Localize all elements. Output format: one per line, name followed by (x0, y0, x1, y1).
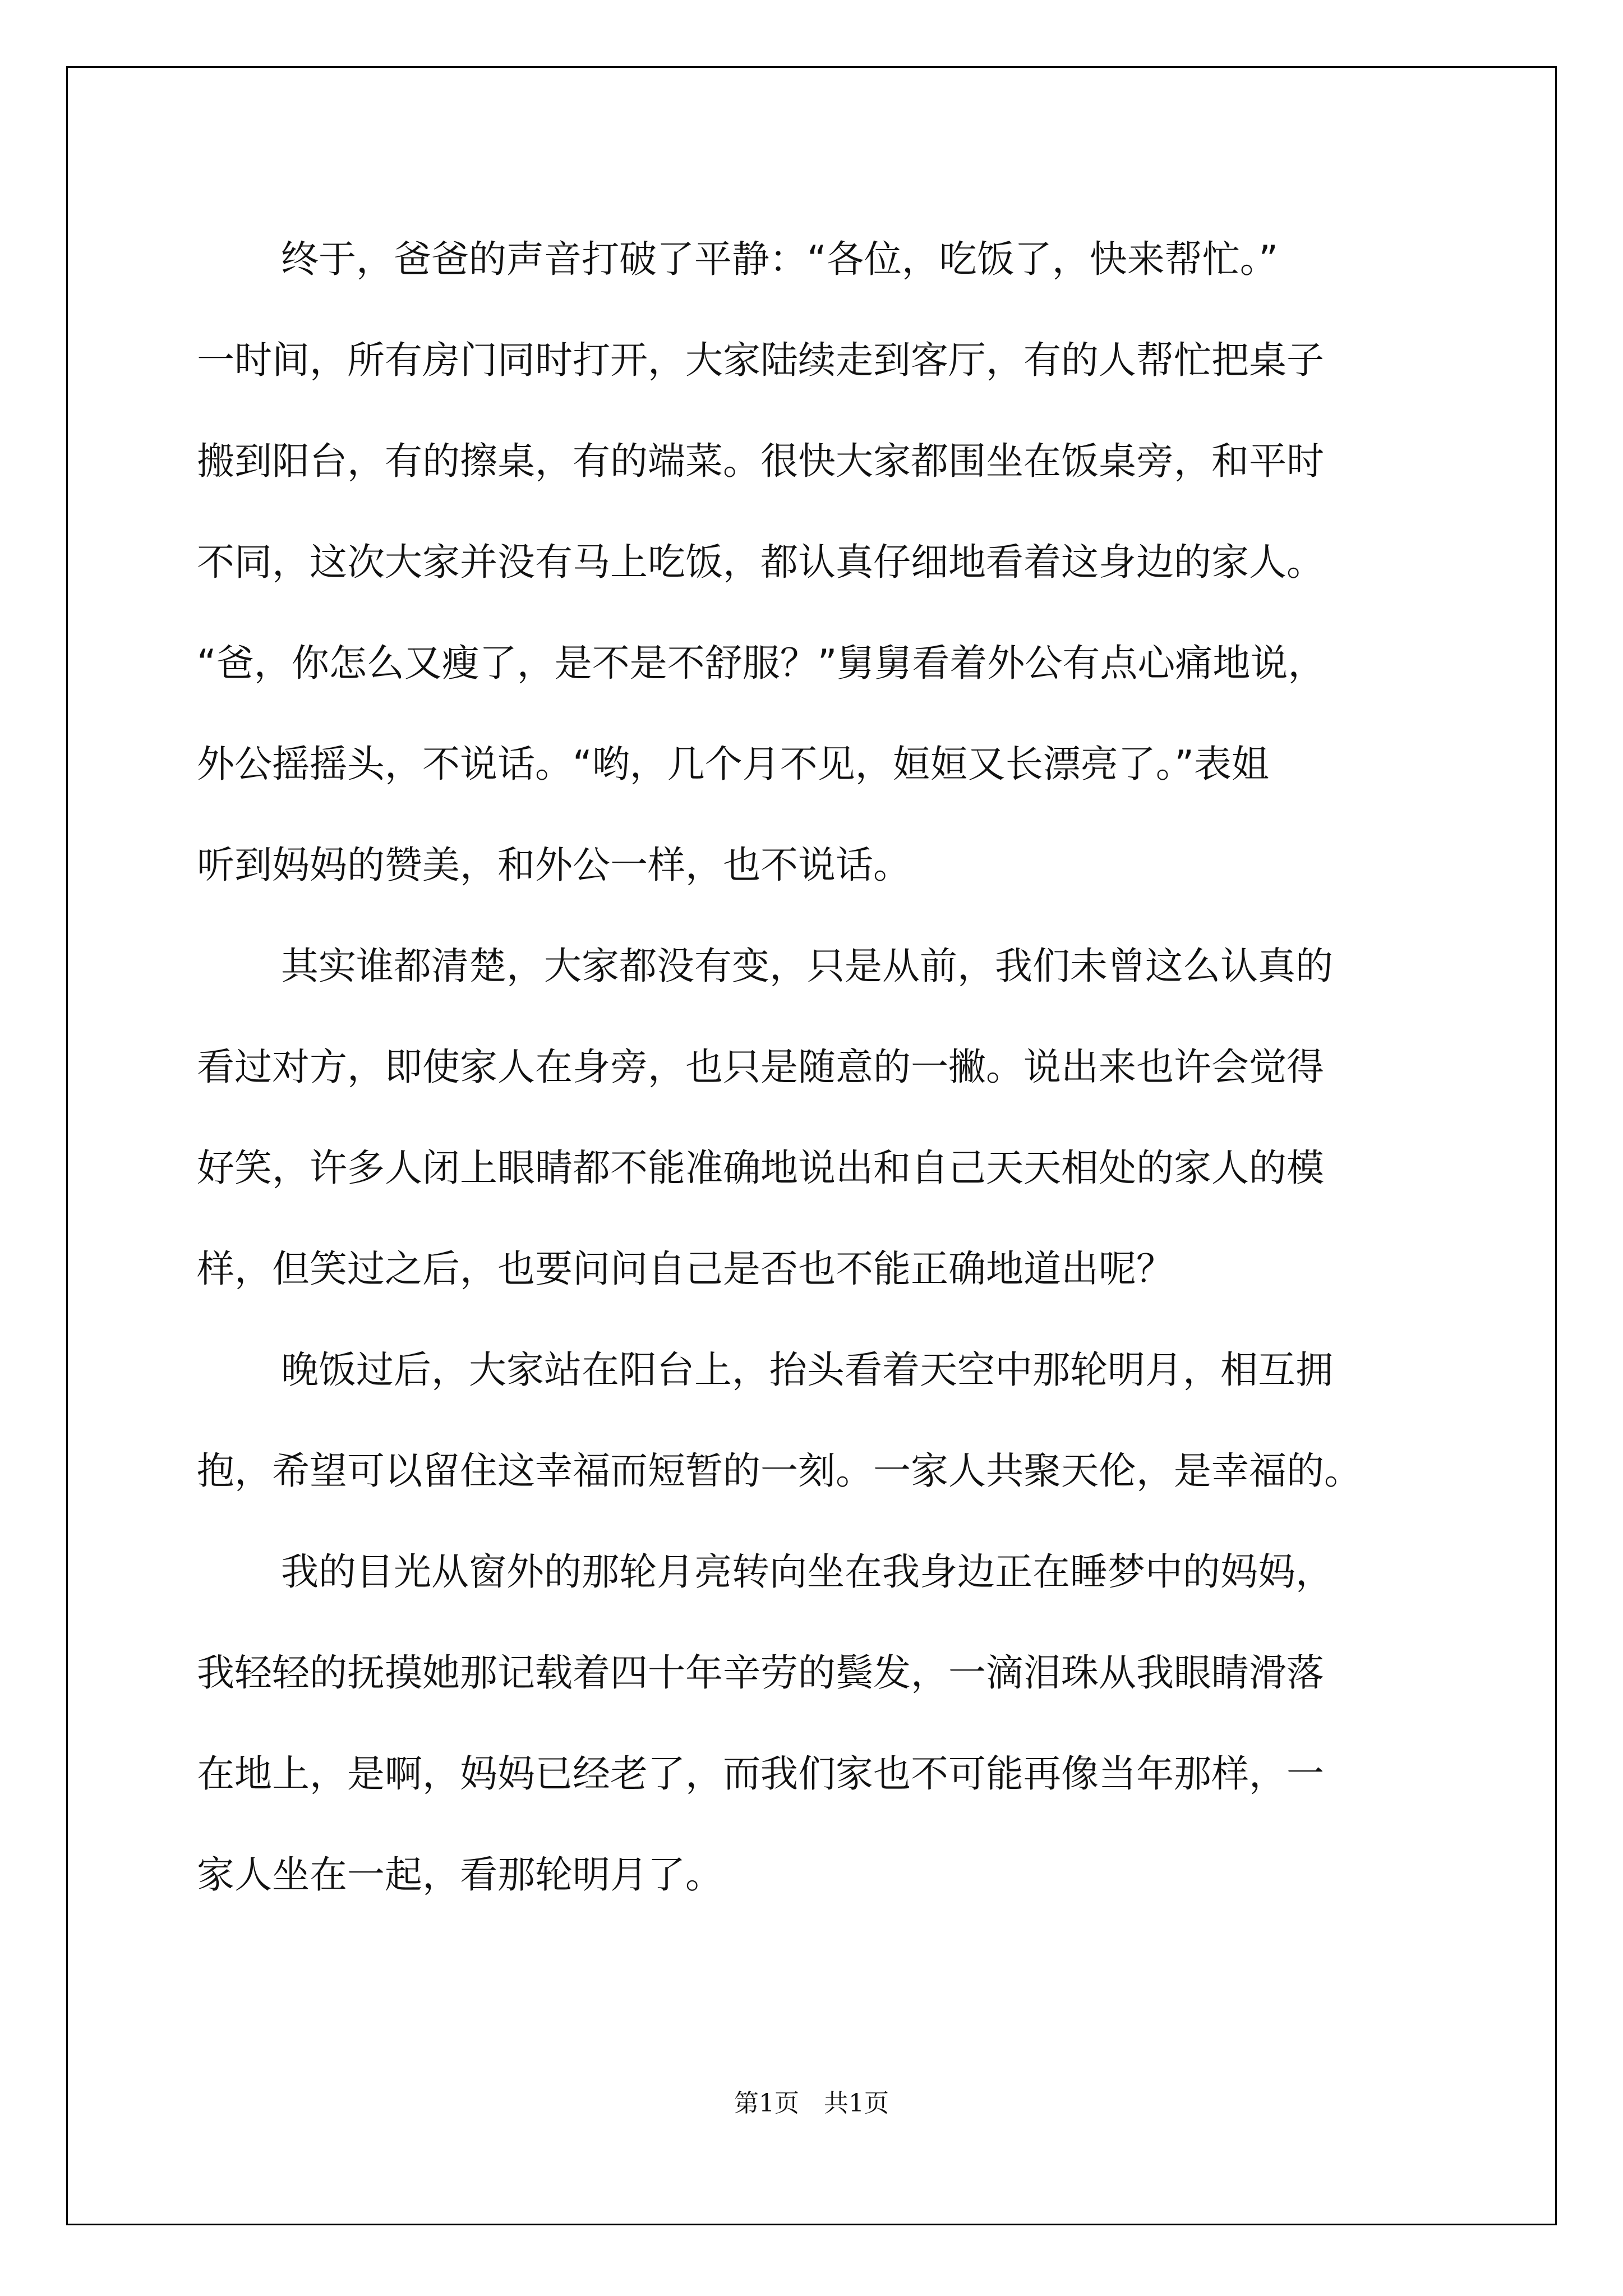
text-line: 看过对方，即使家人在身旁，也只是随意的一撇。说出来也许会觉得 (197, 1045, 1324, 1089)
text-line: 家人坐在一起，看那轮明月了。 (197, 1853, 723, 1897)
text-line: 搬到阳台，有的擦桌，有的端菜。很快大家都围坐在饭桌旁，和平时 (197, 439, 1324, 483)
page-footer: 第1页 共1页 (734, 2089, 889, 2118)
text-line: 好笑，许多人闭上眼睛都不能准确地说出和自己天天相处的家人的模 (197, 1146, 1324, 1190)
text-line: 晚饭过后，大家站在阳台上，抬头看着天空中那轮明月，相互拥 (281, 1348, 1333, 1392)
text-line: 我轻轻的抚摸她那记载着四十年辛劳的鬓发，一滴泪珠从我眼睛滑落 (197, 1651, 1324, 1695)
text-line: 在地上，是啊，妈妈已经老了，而我们家也不可能再像当年那样，一 (197, 1752, 1324, 1796)
text-line: 其实谁都清楚，大家都没有变，只是从前，我们未曾这么认真的 (281, 944, 1333, 988)
document-body (197, 209, 1437, 1925)
text-line: “爸，你怎么又瘦了，是不是不舒服？”舅舅看着外公有点心痛地说， (197, 641, 1326, 685)
text-line: 一时间，所有房门同时打开，大家陆续走到客厅，有的人帮忙把桌子 (197, 338, 1324, 382)
text-line: 样，但笑过之后，也要问问自己是否也不能正确地道出呢？ (197, 1247, 1174, 1291)
text-line: 抱，希望可以留住这幸福而短暂的一刻。一家人共聚天伦，是幸福的。 (197, 1449, 1362, 1493)
text-line: 外公摇摇头，不说话。“哟，几个月不见，姮姮又长漂亮了。”表姐 (197, 742, 1269, 786)
text-line: 我的目光从窗外的那轮月亮转向坐在我身边正在睡梦中的妈妈， (281, 1550, 1333, 1594)
text-line: 听到妈妈的赞美，和外公一样，也不说话。 (197, 843, 911, 887)
text-line: 终于，爸爸的声音打破了平静：“各位，吃饭了，快来帮忙。” (281, 237, 1278, 281)
text-line: 不同，这次大家并没有马上吃饭，都认真仔细地看着这身边的家人。 (197, 540, 1324, 584)
